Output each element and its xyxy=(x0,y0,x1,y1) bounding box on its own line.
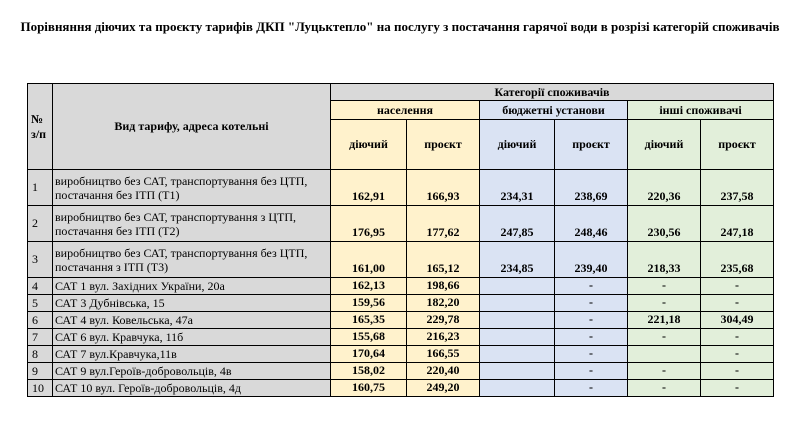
group-header-population: населення xyxy=(331,101,480,120)
tariff-cell-oth-cur xyxy=(628,329,701,346)
tariff-value: - xyxy=(589,329,593,343)
tariff-cell-bud-proj xyxy=(555,242,628,278)
tariff-cell-oth-proj xyxy=(701,242,774,278)
tariff-cell-bud-proj xyxy=(555,380,628,397)
tariff-value: 166,55 xyxy=(426,346,460,360)
subheader-current: діючий xyxy=(331,120,407,170)
tariff-cell-oth-cur xyxy=(628,363,701,380)
row-number: 4 xyxy=(28,278,53,295)
tariff-value: - xyxy=(735,278,739,292)
tariff-cell-oth-cur xyxy=(628,312,701,329)
tariff-table xyxy=(27,83,774,397)
tariff-name: САТ 7 вул.Кравчука,11в xyxy=(53,346,331,363)
tariff-cell-pop-proj xyxy=(407,329,480,346)
row-number: 6 xyxy=(28,312,53,329)
tariff-cell-pop-cur xyxy=(331,312,407,329)
row-number: 3 xyxy=(28,242,53,278)
tariff-value: - xyxy=(589,380,593,394)
row-number: 10 xyxy=(28,380,53,397)
tariff-name: виробництво без САТ, транспортування без ЦТП, постачання з ІТП (Т3) xyxy=(53,242,331,278)
tariff-cell-bud-proj xyxy=(555,346,628,363)
tariff-value: - xyxy=(589,363,593,377)
tariff-value: 159,56 xyxy=(352,295,385,309)
tariff-value: 234,31 xyxy=(500,189,534,203)
tariff-value: 249,20 xyxy=(426,380,460,394)
table-row xyxy=(28,312,774,329)
tariff-value: - xyxy=(589,278,593,292)
tariff-value: 166,93 xyxy=(426,189,460,203)
tariff-value: 218,33 xyxy=(647,261,681,275)
tariff-cell-oth-proj xyxy=(701,380,774,397)
tariff-value: 239,40 xyxy=(574,261,608,275)
tariff-value: 162,91 xyxy=(352,189,385,203)
tariff-cell-oth-proj xyxy=(701,329,774,346)
table-row xyxy=(28,295,774,312)
tariff-cell-pop-cur xyxy=(331,242,407,278)
tariff-cell-pop-proj xyxy=(407,346,480,363)
tariff-cell-bud-cur xyxy=(480,278,555,295)
table-row xyxy=(28,380,774,397)
tariff-value: 216,23 xyxy=(426,329,460,343)
tariff-cell-oth-cur xyxy=(628,295,701,312)
tariff-cell-pop-proj xyxy=(407,295,480,312)
tariff-value: - xyxy=(735,295,739,309)
tariff-cell-bud-proj xyxy=(555,206,628,242)
tariff-value: 248,46 xyxy=(574,225,608,239)
table-row xyxy=(28,329,774,346)
tariff-name: виробництво без САТ, транспортування без ЦТП, постачання без ІТП (Т1) xyxy=(53,170,331,206)
tariff-cell-oth-proj xyxy=(701,206,774,242)
tariff-cell-bud-proj xyxy=(555,363,628,380)
tariff-cell-pop-proj xyxy=(407,242,480,278)
tariff-value: - xyxy=(662,278,666,292)
tariff-value: 162,13 xyxy=(352,278,385,292)
group-header-budget: бюджетні установи xyxy=(480,101,628,120)
tariff-name: САТ 1 вул. Західних України, 20а xyxy=(53,278,331,295)
tariff-cell-oth-proj xyxy=(701,295,774,312)
tariff-cell-pop-proj xyxy=(407,206,480,242)
tariff-cell-bud-cur xyxy=(480,242,555,278)
subheader-project: проєкт xyxy=(407,120,480,170)
tariff-value: 165,35 xyxy=(352,312,385,326)
tariff-cell-pop-cur xyxy=(331,278,407,295)
tariff-value: 234,85 xyxy=(500,261,534,275)
tariff-name: САТ 10 вул. Героїв-добровольців, 4д xyxy=(53,380,331,397)
tariff-cell-bud-cur xyxy=(480,329,555,346)
group-header-other: інші споживачі xyxy=(628,101,774,120)
tariff-cell-pop-proj xyxy=(407,170,480,206)
tariff-value: 198,66 xyxy=(426,278,460,292)
tariff-value: - xyxy=(589,346,593,360)
tariff-cell-pop-proj xyxy=(407,380,480,397)
tariff-value: - xyxy=(589,295,593,309)
tariff-cell-pop-proj xyxy=(407,363,480,380)
tariff-cell-bud-cur xyxy=(480,363,555,380)
tariff-cell-bud-cur xyxy=(480,346,555,363)
tariff-value: 165,12 xyxy=(426,261,460,275)
tariff-cell-pop-cur xyxy=(331,380,407,397)
tariff-value: - xyxy=(662,380,666,394)
tariff-name: САТ 4 вул. Ковельська, 47а xyxy=(53,312,331,329)
tariff-value: 238,69 xyxy=(574,189,608,203)
tariff-value: 161,00 xyxy=(352,261,385,275)
tariff-cell-oth-cur xyxy=(628,380,701,397)
tariff-cell-pop-cur xyxy=(331,295,407,312)
tariff-cell-pop-proj xyxy=(407,278,480,295)
type-column-header: Вид тарифу, адреса котельні xyxy=(53,84,331,170)
tariff-cell-bud-proj xyxy=(555,329,628,346)
tariff-value: - xyxy=(662,363,666,377)
tariff-value: 160,75 xyxy=(352,380,385,394)
tariff-value: 237,58 xyxy=(720,189,754,203)
tariff-cell-bud-cur xyxy=(480,295,555,312)
tariff-cell-oth-cur xyxy=(628,242,701,278)
tariff-cell-oth-proj xyxy=(701,346,774,363)
tariff-value: 221,18 xyxy=(647,312,681,326)
tariff-name: виробництво без САТ, транспортування з ЦТП, постачання без ІТП (Т2) xyxy=(53,206,331,242)
row-number: 9 xyxy=(28,363,53,380)
tariff-value: 220,40 xyxy=(426,363,460,377)
subheader-project: проєкт xyxy=(701,120,774,170)
tariff-cell-pop-cur xyxy=(331,206,407,242)
tariff-value: 247,18 xyxy=(720,225,754,239)
tariff-value: - xyxy=(735,329,739,343)
tariff-cell-oth-proj xyxy=(701,278,774,295)
row-number: 7 xyxy=(28,329,53,346)
tariff-value: 182,20 xyxy=(426,295,460,309)
tariff-name: САТ 6 вул. Кравчука, 11б xyxy=(53,329,331,346)
num-column-header: № з/п xyxy=(28,84,53,170)
tariff-cell-oth-proj xyxy=(701,170,774,206)
table-row xyxy=(28,346,774,363)
categories-header: Категорії споживачів xyxy=(331,84,774,101)
tariff-cell-pop-cur xyxy=(331,346,407,363)
tariff-value: 247,85 xyxy=(500,225,534,239)
document-title: Порівняння діючих та проєкту тарифів ДКП "Луцьктепло" на послугу з постачання гарячої води в розрізі категорій споживачів xyxy=(20,19,780,34)
row-number: 8 xyxy=(28,346,53,363)
tariff-value: 235,68 xyxy=(720,261,754,275)
tariff-cell-bud-proj xyxy=(555,295,628,312)
table-row xyxy=(28,242,774,278)
tariff-cell-oth-proj xyxy=(701,363,774,380)
tariff-cell-oth-cur xyxy=(628,278,701,295)
tariff-cell-oth-cur xyxy=(628,170,701,206)
row-number: 2 xyxy=(28,206,53,242)
tariff-value: 176,95 xyxy=(352,225,385,239)
tariff-cell-bud-cur xyxy=(480,380,555,397)
tariff-value: - xyxy=(735,346,739,360)
tariff-value: - xyxy=(735,363,739,377)
tariff-value: - xyxy=(662,329,666,343)
tariff-cell-bud-cur xyxy=(480,170,555,206)
tariff-value: 220,36 xyxy=(647,189,681,203)
tariff-cell-pop-proj xyxy=(407,312,480,329)
subheader-current: діючий xyxy=(480,120,555,170)
row-number: 5 xyxy=(28,295,53,312)
tariff-value: 304,49 xyxy=(720,312,754,326)
table-row xyxy=(28,170,774,206)
table-row xyxy=(28,363,774,380)
tariff-cell-pop-cur xyxy=(331,363,407,380)
tariff-cell-oth-proj xyxy=(701,312,774,329)
subheader-current: діючий xyxy=(628,120,701,170)
row-number: 1 xyxy=(28,170,53,206)
tariff-cell-bud-proj xyxy=(555,312,628,329)
tariff-cell-bud-proj xyxy=(555,170,628,206)
tariff-cell-bud-cur xyxy=(480,312,555,329)
tariff-value: 177,62 xyxy=(426,225,460,239)
subheader-project: проєкт xyxy=(555,120,628,170)
tariff-name: САТ 3 Дубнівська, 15 xyxy=(53,295,331,312)
tariff-value: 170,64 xyxy=(352,346,385,360)
tariff-value: 229,78 xyxy=(426,312,460,326)
tariff-value: 155,68 xyxy=(352,329,385,343)
tariff-name: САТ 9 вул.Героїв-добровольців, 4в xyxy=(53,363,331,380)
table-body xyxy=(28,170,774,397)
tariff-cell-oth-cur xyxy=(628,346,701,363)
tariff-value: - xyxy=(589,312,593,326)
table-row xyxy=(28,206,774,242)
tariff-cell-oth-cur xyxy=(628,206,701,242)
table-row xyxy=(28,278,774,295)
tariff-cell-pop-cur xyxy=(331,170,407,206)
tariff-value: - xyxy=(662,295,666,309)
tariff-value: - xyxy=(735,380,739,394)
tariff-cell-bud-proj xyxy=(555,278,628,295)
tariff-cell-pop-cur xyxy=(331,329,407,346)
tariff-cell-bud-cur xyxy=(480,206,555,242)
tariff-value: 158,02 xyxy=(352,363,385,377)
tariff-value: 230,56 xyxy=(647,225,681,239)
